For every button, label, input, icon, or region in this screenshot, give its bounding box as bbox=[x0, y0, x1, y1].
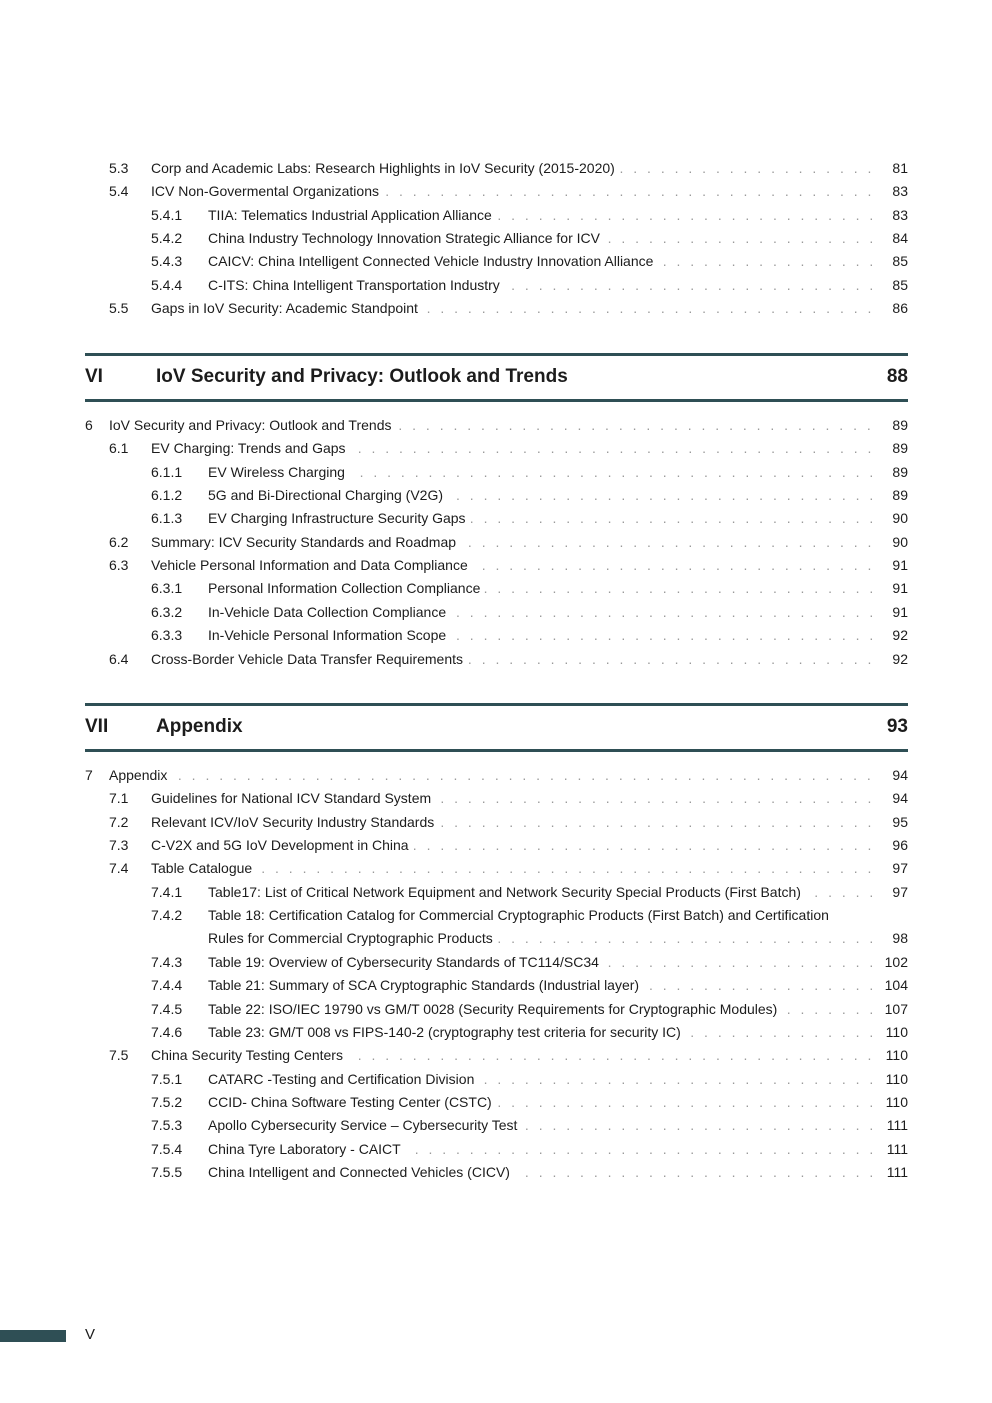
toc-entry-title: China Intelligent and Connected Vehicles (CICV) bbox=[208, 1164, 514, 1180]
toc-entry-title: EV Charging Infrastructure Security Gaps bbox=[208, 510, 470, 526]
toc-entry-title: CCID- China Software Testing Center (CSTC) bbox=[208, 1094, 496, 1110]
toc-entry-title: In-Vehicle Personal Information Scope bbox=[208, 627, 450, 643]
toc-entry-number: 7.1 bbox=[109, 790, 129, 807]
toc-entry-page: 89 bbox=[892, 487, 908, 504]
toc-entry-title: Vehicle Personal Information and Data Compliance bbox=[151, 557, 472, 573]
chapter-page: 88 bbox=[886, 366, 908, 387]
toc-entry[interactable] bbox=[85, 881, 908, 903]
toc-entry-number: 5.4.2 bbox=[151, 230, 183, 247]
toc-entry-title: Appendix bbox=[109, 767, 171, 783]
toc-entry[interactable] bbox=[85, 1044, 908, 1066]
toc-entry-number: 7.4.5 bbox=[151, 1000, 183, 1017]
toc-entry-title: Table 21: Summary of SCA Cryptographic Standards (Industrial layer) bbox=[208, 977, 643, 993]
toc-entry-title: Rules for Commercial Cryptographic Products bbox=[208, 930, 497, 946]
toc-entry-number: 5.5 bbox=[109, 300, 129, 317]
toc-entry-title: Table 18: Certification Catalog for Commercial Cryptographic Products (First Batch) and Certification bbox=[208, 907, 833, 923]
toc-entry-page: 89 bbox=[892, 440, 908, 457]
toc-entry-page: 85 bbox=[892, 253, 908, 270]
toc-entry[interactable] bbox=[85, 414, 908, 436]
toc-entry[interactable] bbox=[85, 787, 908, 809]
toc-entry-title: Guidelines for National ICV Standard System bbox=[151, 790, 435, 806]
footer-page-number: V bbox=[85, 1326, 96, 1343]
chapter-number: VI bbox=[85, 366, 103, 387]
toc-entry[interactable] bbox=[85, 157, 908, 179]
toc-entry-number: 7.5.3 bbox=[151, 1117, 183, 1134]
toc-entry[interactable] bbox=[85, 180, 908, 202]
toc-entry-title: ICV Non-Govermental Organizations bbox=[151, 183, 383, 199]
toc-entry-page: 94 bbox=[892, 790, 908, 807]
toc-entry-page: 85 bbox=[892, 276, 908, 293]
toc-entry-title: Summary: ICV Security Standards and Roadmap bbox=[151, 534, 460, 550]
toc-entry-number: 6.1.2 bbox=[151, 487, 183, 504]
toc-entry[interactable] bbox=[85, 227, 908, 249]
toc-entry-page: 110 bbox=[885, 1093, 908, 1110]
toc-entry-page: 81 bbox=[892, 160, 908, 176]
toc-entry-page: 111 bbox=[886, 1140, 908, 1157]
toc-entry[interactable] bbox=[85, 1161, 908, 1183]
toc-entry-number: 6.3.2 bbox=[151, 603, 183, 620]
chapter-number: VII bbox=[85, 716, 109, 737]
toc-entry[interactable] bbox=[85, 437, 908, 459]
toc-entry-title: C-ITS: China Intelligent Transportation Industry bbox=[208, 277, 504, 293]
toc-entry[interactable] bbox=[85, 811, 908, 833]
toc-entry-number: 7.5.5 bbox=[151, 1163, 183, 1180]
toc-entry[interactable] bbox=[85, 531, 908, 553]
toc-entry[interactable] bbox=[85, 904, 908, 926]
toc-entry-title: Table17: List of Critical Network Equipment and Network Security Special Products (First Batch) bbox=[208, 884, 805, 900]
toc-entry[interactable] bbox=[85, 624, 908, 646]
toc-entry-number: 6.3 bbox=[109, 557, 129, 574]
toc-entry-title: Cross-Border Vehicle Data Transfer Requirements bbox=[151, 651, 467, 667]
toc-entry-page: 90 bbox=[892, 510, 908, 527]
toc-entry-title: Apollo Cybersecurity Service – Cybersecurity Test bbox=[208, 1117, 521, 1133]
toc-entry[interactable] bbox=[85, 250, 908, 272]
toc-entry-page: 89 bbox=[892, 463, 908, 480]
toc-entry[interactable] bbox=[85, 1021, 908, 1043]
toc-entry-title: China Industry Technology Innovation Strategic Alliance for ICV bbox=[208, 230, 604, 246]
toc-entry[interactable] bbox=[85, 927, 908, 949]
toc-entry-title: Corp and Academic Labs: Research Highlights in IoV Security (2015-2020) bbox=[151, 160, 619, 176]
toc-entry-page: 91 bbox=[892, 557, 908, 574]
toc-entry-page: 90 bbox=[892, 533, 908, 550]
toc-entry-number: 5.4.3 bbox=[151, 253, 183, 270]
toc-entry-number: 7.4 bbox=[109, 860, 129, 877]
toc-entry[interactable] bbox=[85, 857, 908, 879]
toc-entry-page: 89 bbox=[892, 417, 908, 433]
toc-entry[interactable] bbox=[85, 834, 908, 856]
toc-entry[interactable] bbox=[85, 1068, 908, 1090]
toc-entry-number: 7.5 bbox=[109, 1047, 129, 1064]
toc-entry-page: 107 bbox=[884, 1000, 908, 1017]
footer-accent-bar bbox=[0, 1330, 66, 1342]
toc-entry-page: 97 bbox=[892, 883, 908, 900]
toc-entry-page: 92 bbox=[892, 650, 908, 667]
toc-entry-page: 110 bbox=[885, 1047, 908, 1064]
toc-entry[interactable] bbox=[85, 577, 908, 599]
toc-entry-number: 7.4.6 bbox=[151, 1023, 183, 1040]
toc-entry-page: 111 bbox=[886, 1117, 908, 1134]
toc-entry[interactable] bbox=[85, 461, 908, 483]
toc-entry-number: 6.2 bbox=[109, 533, 129, 550]
toc-entry-title: EV Charging: Trends and Gaps bbox=[151, 440, 350, 456]
toc-entry-number: 6.3.3 bbox=[151, 627, 183, 644]
toc-entry-number: 7.4.3 bbox=[151, 953, 183, 970]
toc-entry-number: 7.4.2 bbox=[151, 907, 183, 924]
toc-entry-page: 102 bbox=[884, 953, 908, 970]
toc-entry-page: 91 bbox=[892, 580, 908, 597]
chapter-title: IoV Security and Privacy: Outlook and Trends bbox=[156, 366, 568, 387]
chapter-title: Appendix bbox=[156, 716, 243, 737]
toc-entry[interactable] bbox=[85, 648, 908, 670]
toc-entry-number: 7.2 bbox=[109, 813, 129, 830]
toc-entry-title: EV Wireless Charging bbox=[208, 464, 349, 480]
toc-entry-title: In-Vehicle Data Collection Compliance bbox=[208, 604, 450, 620]
toc-entry[interactable] bbox=[85, 554, 908, 576]
toc-entry-page: 86 bbox=[892, 300, 908, 317]
toc-entry-number: 5.4.4 bbox=[151, 276, 183, 293]
toc-entry-page: 84 bbox=[892, 230, 908, 247]
toc-entry-page: 83 bbox=[892, 183, 908, 200]
toc-entry-number: 7.4.1 bbox=[151, 883, 183, 900]
toc-entry-title: 5G and Bi-Directional Charging (V2G) bbox=[208, 487, 447, 503]
toc-entry-number: 6.1.1 bbox=[151, 463, 183, 480]
toc-entry-page: 96 bbox=[892, 837, 908, 854]
toc-entry-number: 6.1 bbox=[109, 440, 129, 457]
toc-entry[interactable] bbox=[85, 951, 908, 973]
toc-entry[interactable] bbox=[85, 974, 908, 996]
toc-entry-title: TIIA: Telematics Industrial Application Alliance bbox=[208, 207, 496, 223]
toc-entry[interactable] bbox=[85, 274, 908, 296]
toc-entry-title: CATARC -Testing and Certification Division bbox=[208, 1071, 478, 1087]
toc-entry-number: 6.1.3 bbox=[151, 510, 183, 527]
toc-entry-page: 110 bbox=[885, 1070, 908, 1087]
toc-entry-page: 92 bbox=[892, 627, 908, 644]
toc-entry[interactable] bbox=[85, 1138, 908, 1160]
toc-entry-number: 5.4 bbox=[109, 183, 129, 200]
toc-entry-page: 110 bbox=[885, 1023, 908, 1040]
toc-entry[interactable] bbox=[85, 764, 908, 786]
toc-entry-title: Gaps in IoV Security: Academic Standpoint bbox=[151, 300, 422, 316]
toc-entry-number: 7 bbox=[85, 767, 93, 783]
toc-entry-number: 5.4.1 bbox=[151, 206, 183, 223]
toc-entry-page: 95 bbox=[892, 813, 908, 830]
chapter-page: 93 bbox=[886, 716, 908, 737]
toc-entry[interactable] bbox=[85, 484, 908, 506]
toc-entry[interactable] bbox=[85, 204, 908, 226]
toc-entry-title: Table 22: ISO/IEC 19790 vs GM/T 0028 (Security Requirements for Cryptographic Modules) bbox=[208, 1001, 781, 1017]
toc-entry-page: 83 bbox=[892, 206, 908, 223]
toc-entry-number: 6.3.1 bbox=[151, 580, 183, 597]
toc-entry-number: 7.5.4 bbox=[151, 1140, 183, 1157]
toc-entry-page: 98 bbox=[892, 930, 908, 947]
toc-entry-title: China Security Testing Centers bbox=[151, 1047, 347, 1063]
toc-entry-page: 94 bbox=[892, 767, 908, 783]
toc-entry-page: 97 bbox=[892, 860, 908, 877]
toc-entry-title: Table 19: Overview of Cybersecurity Standards of TC114/SC34 bbox=[208, 954, 603, 970]
toc-entry-title: CAICV: China Intelligent Connected Vehicle Industry Innovation Alliance bbox=[208, 253, 657, 269]
toc-entry-number: 6.4 bbox=[109, 650, 129, 667]
toc-entry-title: Table Catalogue bbox=[151, 860, 256, 876]
toc-entry[interactable] bbox=[85, 1114, 908, 1136]
toc-entry-title: Personal Information Collection Compliance bbox=[208, 580, 484, 596]
toc-entry[interactable] bbox=[85, 507, 908, 529]
toc-entry[interactable] bbox=[85, 297, 908, 319]
chapter-heading-vii[interactable] bbox=[85, 703, 908, 752]
toc-entry-page: 91 bbox=[892, 603, 908, 620]
toc-entry[interactable] bbox=[85, 1091, 908, 1113]
toc-entry-number: 6 bbox=[85, 417, 93, 433]
toc-entry-number: 5.3 bbox=[109, 160, 129, 176]
toc-entry-title: Relevant ICV/IoV Security Industry Standards bbox=[151, 814, 438, 830]
toc-entry-number: 7.5.1 bbox=[151, 1070, 183, 1087]
toc-entry-page: 104 bbox=[884, 977, 908, 994]
toc-entry-number: 7.3 bbox=[109, 837, 129, 854]
toc-entry-title: China Tyre Laboratory - CAICT bbox=[208, 1141, 405, 1157]
toc-entry[interactable] bbox=[85, 998, 908, 1020]
toc-entry-number: 7.5.2 bbox=[151, 1093, 183, 1110]
toc-entry-title: C-V2X and 5G IoV Development in China bbox=[151, 837, 413, 853]
toc-entry-number: 7.4.4 bbox=[151, 977, 183, 994]
chapter-heading-vi[interactable] bbox=[85, 353, 908, 402]
toc-entry-page: 111 bbox=[886, 1163, 908, 1180]
toc-entry-title: IoV Security and Privacy: Outlook and Trends bbox=[109, 417, 395, 433]
toc-entry-title: Table 23: GM/T 008 vs FIPS-140-2 (cryptography test criteria for security IC) bbox=[208, 1024, 685, 1040]
toc-entry[interactable] bbox=[85, 601, 908, 623]
